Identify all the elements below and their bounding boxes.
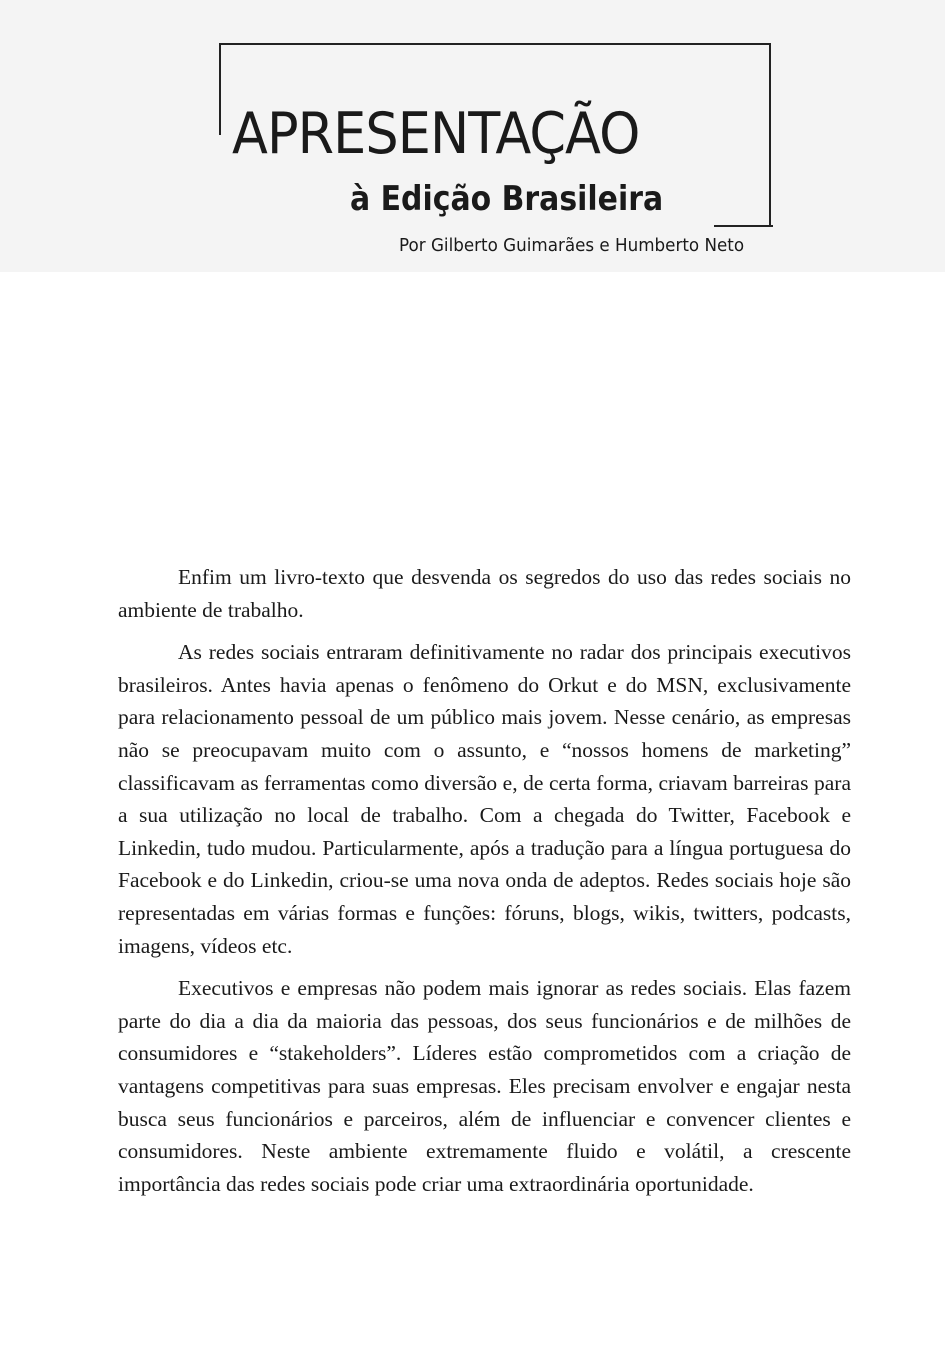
paragraph: As redes sociais entraram definitivamente no radar dos principais executivos brasileiros. Antes havia apenas o fenômeno do Orkut e do MSN, exclusivamente para relacionamento pessoal de um público mais jovem. Nesse cenário, as empresas não se preocupavam muito com o assunto, e “nossos homens de marketing” classificavam as ferramentas como diversão e, de certa forma, criavam barreiras para a sua utilização no local de trabalho. Com a chegada do Twitter, Facebook e Linkedin, tudo mudou. Particularmente, após a tradução para a língua portuguesa do Facebook e do Linkedin, criou-se uma nova onda de adeptos. Redes sociais hoje são representadas em várias formas e funções: fóruns, blogs, wikis, twitters, podcasts, imagens, vídeos etc. xyxy=(118,640,851,958)
title-frame-bottom-edge xyxy=(714,225,773,227)
body-text xyxy=(118,561,851,1210)
author-byline: Por Gilberto Guimarães e Humberto Neto xyxy=(399,235,745,256)
paragraph: Enfim um livro-texto que desvenda os segredos do uso das redes sociais no ambiente de trabalho. xyxy=(118,565,851,622)
page-title: APRESENTAÇÃO xyxy=(232,101,640,167)
title-frame-left-edge xyxy=(219,43,221,135)
page-subtitle: à Edição Brasileira xyxy=(350,179,664,219)
paragraph: Executivos e empresas não podem mais ignorar as redes sociais. Elas fazem parte do dia a dia da maioria das pessoas, dos seus funcionários e de milhões de consumidores e “stakeholders”. Líderes estão comprometidos com a criação de vantagens competitivas para suas empresas. Eles precisam envolver e engajar nesta busca seus funcionários e parceiros, além de influenciar e convencer clientes e consumidores. Neste ambiente extremamente fluido e volátil, a crescente importância das redes sociais pode criar uma extraordinária oportunidade. xyxy=(118,976,851,1196)
